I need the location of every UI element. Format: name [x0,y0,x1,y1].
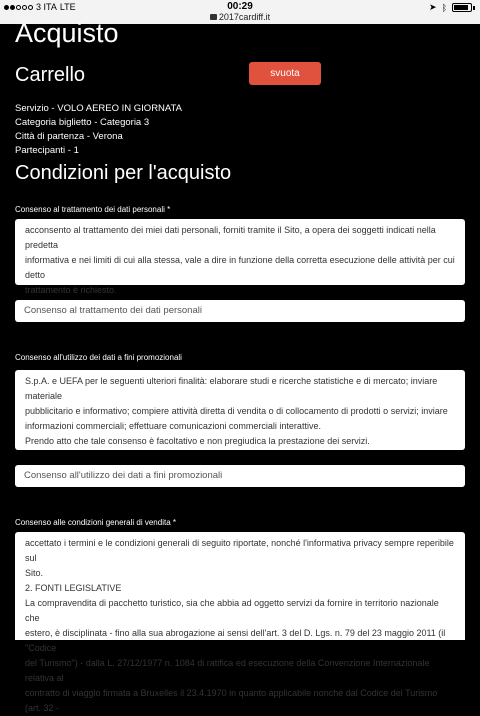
conditions-title: Condizioni per l'acquisto [15,162,232,184]
carrier-name: 3 ITA [36,2,57,12]
text-line: acconsento al trattamento dei miei dati personali, forniti tramite il Sito, a opera dei soggetti indicati nella predetta [25,225,436,250]
text-line: La compravendita di pacchetto turistico, sia che abbia ad oggetto servizi da fornire in territorio nazionale che [25,598,439,623]
promo-consent-input[interactable]: Consenso all'utilizzo dei dati a fini promozionali [15,465,465,487]
text-line: 2. FONTI LEGISLATIVE [25,583,122,593]
battery-icon [452,3,475,12]
privacy-consent-input[interactable]: Consenso al trattamento dei dati personali [15,300,465,322]
network-type: LTE [59,2,76,12]
cart-title: Carrello [15,64,86,86]
status-icons [429,2,475,13]
text-line: estero, è disciplinata - fino alla sua abrogazione ai sensi dell'art. 3 del D. Lgs. n. 79 del 23 maggio 2011 (il "Codice [25,628,446,653]
text-line: del Turismo") - dalla L. 27/12/1977 n. 1084 di ratifica ed esecuzione della Convenzione Internazionale relativa al [25,658,430,683]
text-line: pubblicitario e informativo; compiere attività diretta di vendita o di collocamento di prodotti o servizi; inviare [25,406,448,416]
terms-consent-text[interactable] [15,532,465,713]
clock: 00:29 [227,1,253,12]
text-line: informativa e nei limiti di cui alla stessa, vale a dire in funzione della corretta esecuzione delle attività per cui detto [25,255,455,280]
text-line: Sito. [25,568,44,578]
text-line: S.p.A. e UEFA per le seguenti ulteriori finalità: elaborare studi e ricerche statistiche e di mercato; inviare materiale [25,376,438,401]
summary-ticket-category: Categoria biglietto - Categoria 3 [15,117,150,128]
privacy-consent-text[interactable] [15,219,465,295]
summary-participants: Partecipanti - 1 [15,145,79,156]
location-arrow-icon: ➤ [429,2,437,12]
url-text: 2017cardiff.it [218,12,271,22]
privacy-consent-label: Consenso al trattamento dei dati personali * [15,205,171,214]
text-line: contratto di viaggio firmata a Bruxelles il 23.4.1970 in quanto applicabile nonché dal Codice del Turismo (art. 32 - [25,688,438,713]
lock-icon [210,14,217,20]
promo-consent-label: Consenso all'utilizzo dei dati a fini promozionali [15,353,182,362]
summary-departure-city: Città di partenza - Verona [15,131,123,142]
page-title: Acquisto [15,18,119,48]
cart-summary [15,102,182,158]
clear-cart-button[interactable]: svuota [249,62,321,85]
text-line: trattamento è richiesto. [25,285,117,295]
summary-service: Servizio - VOLO AEREO IN GIORNATA [15,103,182,114]
terms-consent-label: Consenso alle condizioni generali di vendita * [15,518,176,527]
promo-consent-text[interactable] [15,370,465,450]
text-line: informazioni commerciali; effettuare comunicazioni commerciali interattive. [25,421,321,431]
bluetooth-icon: ᛒ [441,2,447,13]
text-line: accettato i termini e le condizioni generali di seguito riportate, nonché l'informativa privacy sempre reperibile sul [25,538,454,563]
text-line: Prendo atto che tale consenso è facoltativo e non pregiudica la prestazione dei servizi. [25,436,370,446]
